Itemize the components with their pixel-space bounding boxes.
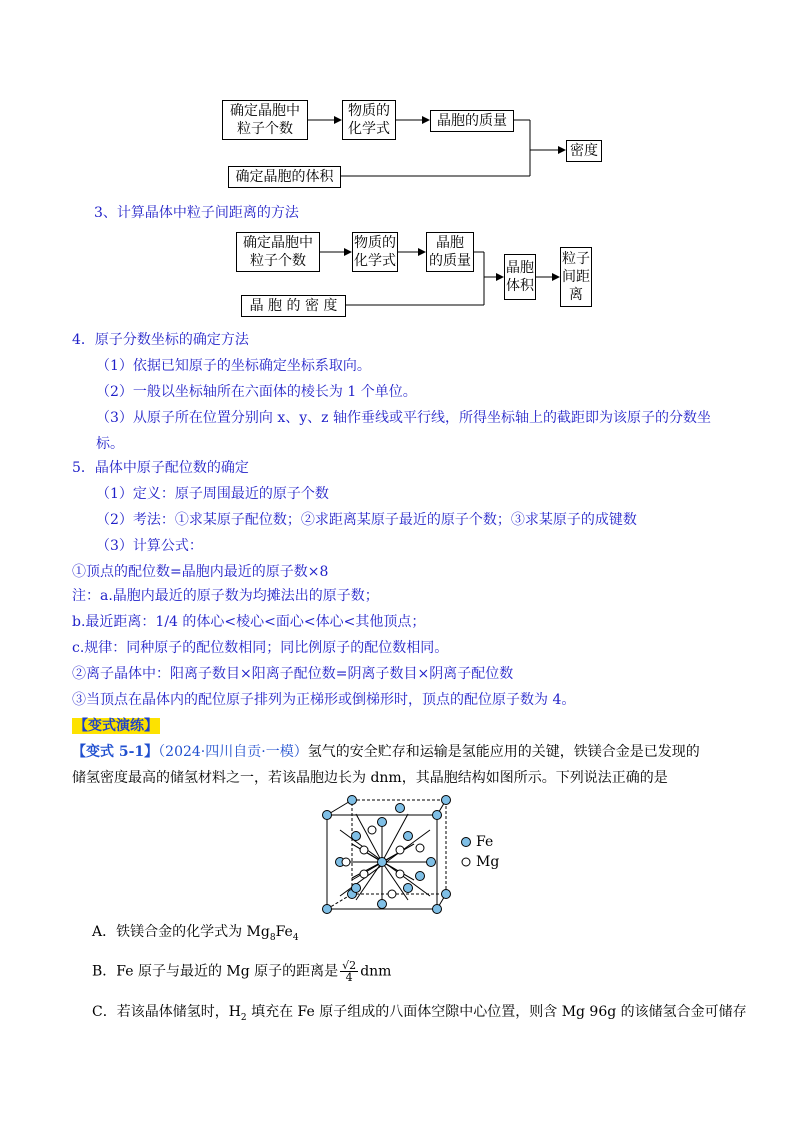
question-text-2: 储氢密度最高的储氢材料之一，若该晶胞边长为 dnm，其晶胞结构如图所示。下列说法正确的是 xyxy=(72,770,668,786)
practice-header-label: 【变式演练】 xyxy=(74,718,158,734)
option-a-sub-2: 4 xyxy=(292,932,299,943)
flow1-count-box: 确定晶胞中 粒子个数 xyxy=(222,100,308,140)
section4-line-2: （2）一般以坐标轴所在六面体的棱长为 1 个单位。 xyxy=(96,384,417,400)
legend-mg-icon xyxy=(462,858,470,866)
section5-line-4: ①顶点的配位数=晶胞内最近的原子数×8 xyxy=(72,564,329,580)
flow1-formula-box: 物质的 化学式 xyxy=(342,100,396,140)
option-b-text: B．Fe 原子与最近的 Mg 原子的距离是 xyxy=(92,963,339,980)
section5-line-2: （2）考法：①求某原子配位数；②求距离某原子最近的原子个数；③求某原子的成键数 xyxy=(96,512,637,528)
section4-line-1: （1）依据已知原子的坐标确定坐标系取向。 xyxy=(96,358,371,374)
section4-title: 4．原子分数坐标的确定方法 xyxy=(72,332,249,348)
section5-line-5: 注：a.晶胞内最近的原子数为均摊法出的原子数； xyxy=(72,588,379,604)
option-b-denominator: 4 xyxy=(345,971,353,984)
option-a-text: A．铁镁合金的化学式为 Mg xyxy=(92,924,270,940)
legend-mg-label: Mg xyxy=(476,854,500,870)
option-b xyxy=(92,960,391,983)
option-c xyxy=(92,1002,747,1028)
option-b-fraction xyxy=(340,960,358,983)
legend-fe-icon xyxy=(462,838,471,847)
option-a xyxy=(92,922,299,948)
option-c-text-2: 填充在 Fe 原子组成的八面体空隙中心位置，则含 Mg 96g 的该储氢合金可储存 xyxy=(246,1004,747,1020)
section5-line-1: （1）定义：原子周围最近的原子个数 xyxy=(96,486,329,502)
flow1-volume-box: 确定晶胞的体积 xyxy=(228,166,341,188)
flow1-density-box: 密度 xyxy=(566,140,602,162)
section5-line-9: ③当顶点在晶体内的配位原子排列为正梯形或倒梯形时，顶点的配位原子数为 4。 xyxy=(72,692,576,708)
section5-line-7: c.规律：同种原子的配位数相同；同比例原子的配位数相同。 xyxy=(72,640,449,656)
section4-line-3b: 标。 xyxy=(96,436,124,452)
option-c-sub: 2 xyxy=(240,1012,247,1023)
flow2-count-box: 确定晶胞中 粒子个数 xyxy=(236,232,320,272)
option-c-text: C．若该晶体储氢时，H xyxy=(92,1004,241,1020)
flow2-mass-box: 晶胞 的质量 xyxy=(426,232,474,272)
question-tag: 【变式 5-1】 xyxy=(72,744,159,760)
section3-title: 3、计算晶体中粒子间距离的方法 xyxy=(94,205,299,221)
section5-title: 5．晶体中原子配位数的确定 xyxy=(72,460,249,476)
flow2-distance-box: 粒子 间距 离 xyxy=(560,247,592,307)
option-a-sub-1: 8 xyxy=(269,932,276,943)
option-b-unit: dnm xyxy=(360,963,392,980)
legend-fe-label: Fe xyxy=(476,834,494,850)
question-source: （2024·四川自贡·一模） xyxy=(158,744,308,760)
flow2-volume-box: 晶胞 体积 xyxy=(504,254,536,300)
section4-line-3: （3）从原子所在位置分别向 x、y、z 轴作垂线或平行线，所得坐标轴上的截距即为该原子的分数坐 xyxy=(96,410,711,426)
flow1-mass-box: 晶胞的质量 xyxy=(430,110,514,132)
option-b-numerator: √2 xyxy=(342,959,357,972)
question-text-1: 氢气的安全贮存和运输是氢能应用的关键，铁镁合金是已发现的 xyxy=(307,744,700,760)
section5-line-6: b.最近距离：1/4 的体心<棱心<面心<体心<其他顶点； xyxy=(72,614,426,630)
section5-line-8: ②离子晶体中：阳离子数目×阳离子配位数=阴离子数目×阴离子配位数 xyxy=(72,666,514,682)
section5-line-3: （3）计算公式： xyxy=(96,538,203,554)
flow2-density-box: 晶 胞 的 密 度 xyxy=(241,295,346,317)
option-a-fe: Fe xyxy=(275,924,293,940)
flow2-formula-box: 物质的 化学式 xyxy=(352,232,398,272)
